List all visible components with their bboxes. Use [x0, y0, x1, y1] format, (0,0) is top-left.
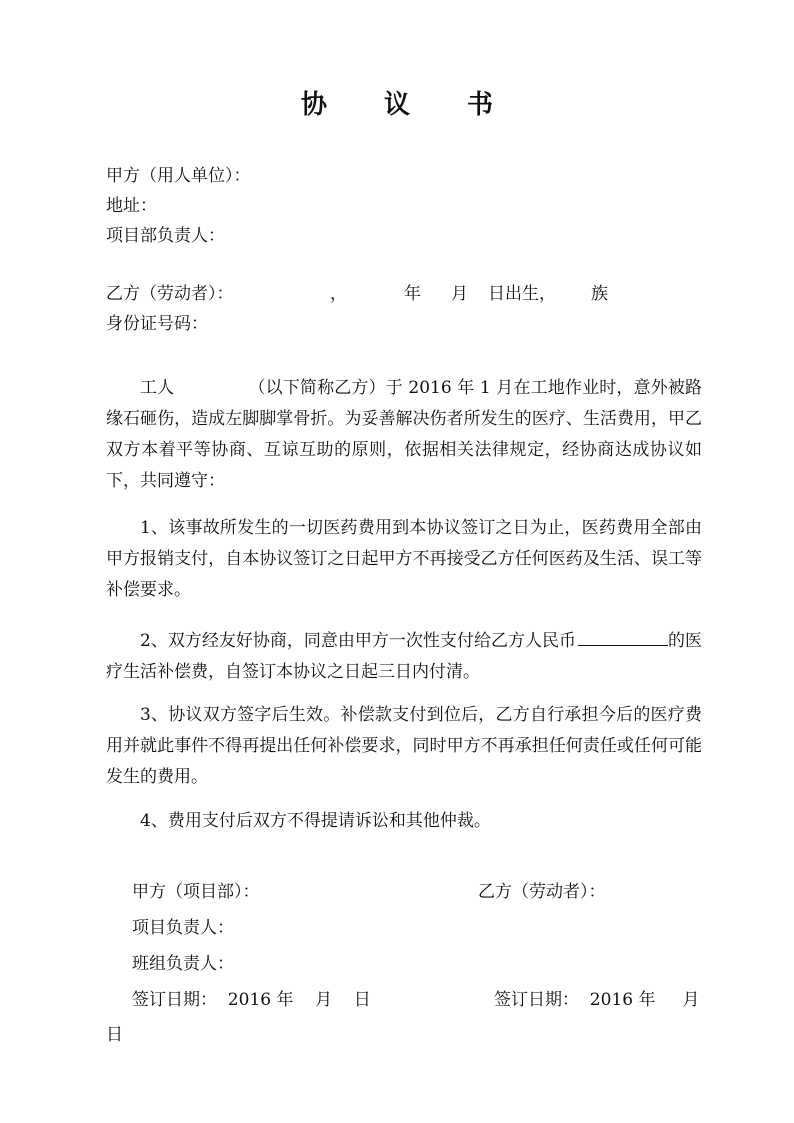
party-b-id-label: 身份证号码：	[106, 314, 208, 334]
document-title: 协 议 书	[300, 90, 518, 120]
party-b-label: 乙方（劳动者）：	[106, 284, 234, 304]
intro-text: （以下简称乙方）于 2016 年 1 月在工地作业时，意外被路缘石砸伤，造成左脚脚掌骨折。为妥善解决伤者所发生的医疗、生活费用，甲乙双方本着平等协商、互谅互助的原则，依据相关法律规定，经协商达成协议如下，共同遵守：	[106, 378, 702, 491]
party-b-comma: ，	[330, 284, 347, 304]
signature-date-right: 签订日期： 2016 年 月	[494, 990, 700, 1010]
clause-2	[106, 626, 702, 688]
intro-paragraph	[106, 373, 702, 497]
party-a-address-label: 地址：	[106, 196, 157, 216]
signature-date-right-day: 日	[106, 1025, 123, 1045]
signature-team-head: 班组负责人：	[132, 954, 234, 974]
signature-party-a: 甲方（项目部）：	[132, 882, 260, 902]
intro-worker: 工人	[140, 378, 175, 398]
party-b-birth: 日出生，	[488, 284, 556, 304]
clause-2-text-a: 2、双方经友好协商，同意由甲方一次性支付给乙方人民币	[140, 631, 576, 651]
signature-party-b: 乙方（劳动者）：	[478, 882, 606, 902]
clause-1: 1、该事故所发生的一切医药费用到本协议签订之日为止，医药费用全部由甲方报销支付，自本协议签订之日起甲方不再接受乙方任何医药及生活、误工等补偿要求。	[106, 518, 702, 600]
clause-2-text-b: 的医疗生活补偿费，自签订本协议之日起三日内付清。	[106, 631, 702, 682]
clause-4: 4、费用支付后双方不得提请诉讼和其他仲裁。	[140, 811, 491, 831]
signature-project-head: 项目负责人：	[132, 918, 234, 938]
clause-3: 3、协议双方签字后生效。补偿款支付到位后，乙方自行承担今后的医疗费用并就此事件不得再提出任何补偿要求，同时甲方不再承担任何责任或任何可能发生的费用。	[106, 705, 702, 787]
amount-blank	[578, 629, 668, 646]
party-b-year: 年	[404, 284, 421, 304]
party-b-month: 月	[451, 284, 468, 304]
party-a-manager-label: 项目部负责人：	[106, 226, 225, 246]
party-a-label: 甲方（用人单位）：	[106, 166, 251, 186]
party-b-ethnic: 族	[591, 284, 608, 304]
signature-date-left: 签订日期： 2016 年 月 日	[132, 990, 371, 1010]
